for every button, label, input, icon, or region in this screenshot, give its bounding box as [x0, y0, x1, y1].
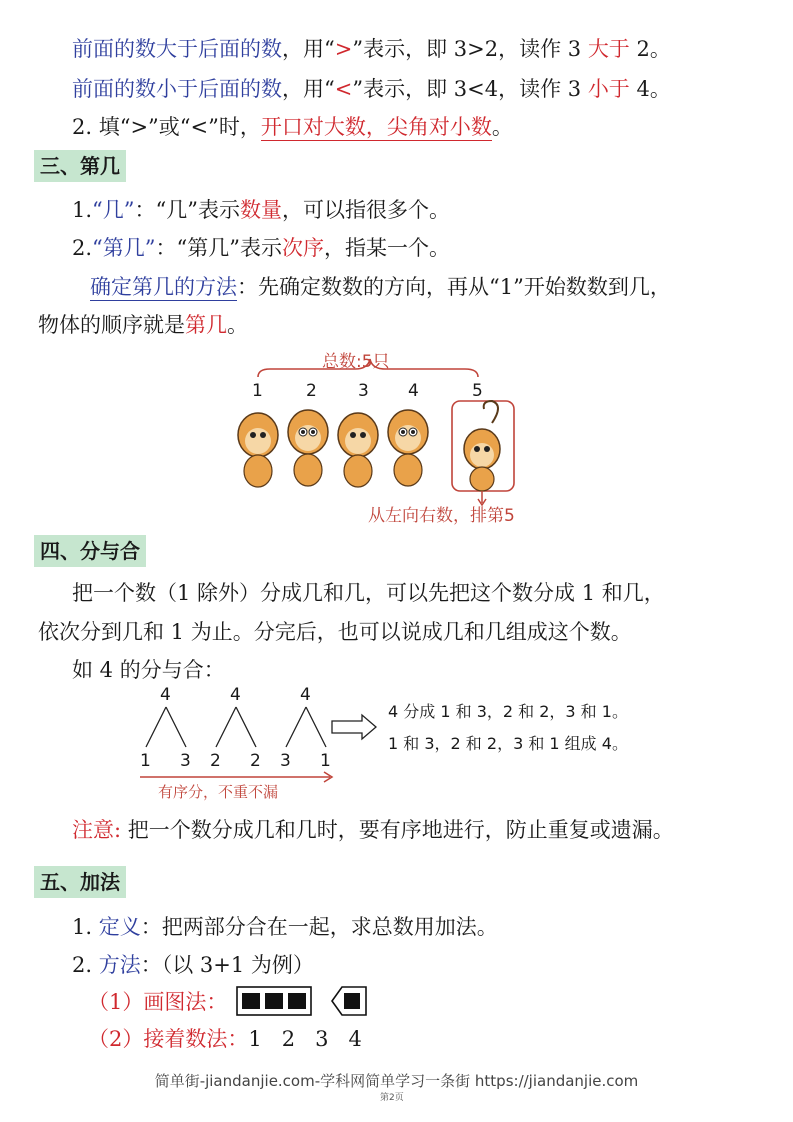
tree-1-top: 4 [160, 685, 171, 705]
ordinal-method-line1: 确定第几的方法：先确定数数的方向，再从“1”开始数数到几， [90, 275, 671, 299]
decompose-figure [130, 685, 670, 805]
tree-2-top: 4 [230, 685, 241, 705]
tree-3-left: 3 [280, 751, 291, 771]
tree-3-right: 1 [320, 751, 331, 771]
ordinal-item-1: 1.“几”：“几”表示数量，可以指很多个。 [72, 198, 451, 222]
monkey-icon [464, 401, 500, 491]
addition-method-count: （2）接着数法：1 2 3 4 [88, 1027, 362, 1051]
addition-method-draw: （1）画图法： [88, 990, 228, 1014]
monkey-icon [238, 413, 278, 487]
figure-caption: 从左向右数，排第5 [368, 506, 515, 526]
figure-number-2: 2 [306, 381, 317, 401]
rule-highlight: 开口对大数，尖角对小数 [260, 115, 492, 139]
decompose-para-line1: 把一个数（1 除外）分成几和几，可以先把这个数分成 1 和几， [72, 581, 665, 605]
section-heading-decompose: 四、分与合 [34, 535, 146, 567]
tree-1-left: 1 [140, 751, 151, 771]
tree-1-right: 3 [180, 751, 191, 771]
monkey-icon [288, 410, 328, 486]
ordinal-item-2: 2.“第几”：“第几”表示次序，指某一个。 [72, 236, 451, 260]
decompose-note: 注意: 把一个数分成几和几时，要有序地进行，防止重复或遗漏。 [72, 818, 674, 842]
tree-2-right: 2 [250, 751, 261, 771]
figure-number-1: 1 [252, 381, 263, 401]
figure-number-5: 5 [472, 381, 483, 401]
compare-line-rule: 2. 填“>”或“<”时，开口对大数，尖角对小数。 [72, 115, 513, 139]
monkey-figure [230, 345, 560, 530]
order-label: 有序分，不重不漏 [158, 783, 279, 801]
figure-number-3: 3 [358, 381, 369, 401]
compare-line-greater: 前面的数大于后面的数，用“>”表示，即 3>2，读作 3 大于 2。 [72, 37, 671, 61]
footer-watermark: 简单街-jiandanjie.com-学科网简单学习一条街 https://jiandanjie.com [154, 1072, 639, 1090]
figure-total-label: 总数:5只 [322, 352, 390, 372]
tree-3-top: 4 [300, 685, 311, 705]
section-heading-addition: 五、加法 [34, 866, 126, 898]
addition-drawing [236, 986, 376, 1018]
section-heading-ordinal: 三、第几 [34, 150, 126, 182]
monkey-icon [338, 413, 378, 487]
addition-item-1: 1. 定义：把两部分合在一起，求总数用加法。 [72, 915, 498, 939]
decompose-example: 如 4 的分与合： [72, 658, 225, 682]
double-arrow-icon [332, 715, 376, 739]
decompose-result-2: 1 和 3，2 和 2，3 和 1 组成 4。 [388, 734, 628, 753]
page-number: 第2页 [380, 1093, 404, 1103]
tree-2-left: 2 [210, 751, 221, 771]
decompose-result-1: 4 分成 1 和 3，2 和 2，3 和 1。 [388, 702, 628, 721]
monkey-icon [388, 410, 428, 486]
addition-item-2: 2. 方法：（以 3+1 为例） [72, 953, 314, 977]
decompose-para-line2: 依次分到几和 1 为止。分完后，也可以说成几和几组成这个数。 [38, 620, 632, 644]
compare-line-less: 前面的数小于后面的数，用“<”表示，即 3<4，读作 3 小于 4。 [72, 77, 671, 101]
ordinal-method-line2: 物体的顺序就是第几。 [38, 313, 248, 337]
figure-number-4: 4 [408, 381, 419, 401]
